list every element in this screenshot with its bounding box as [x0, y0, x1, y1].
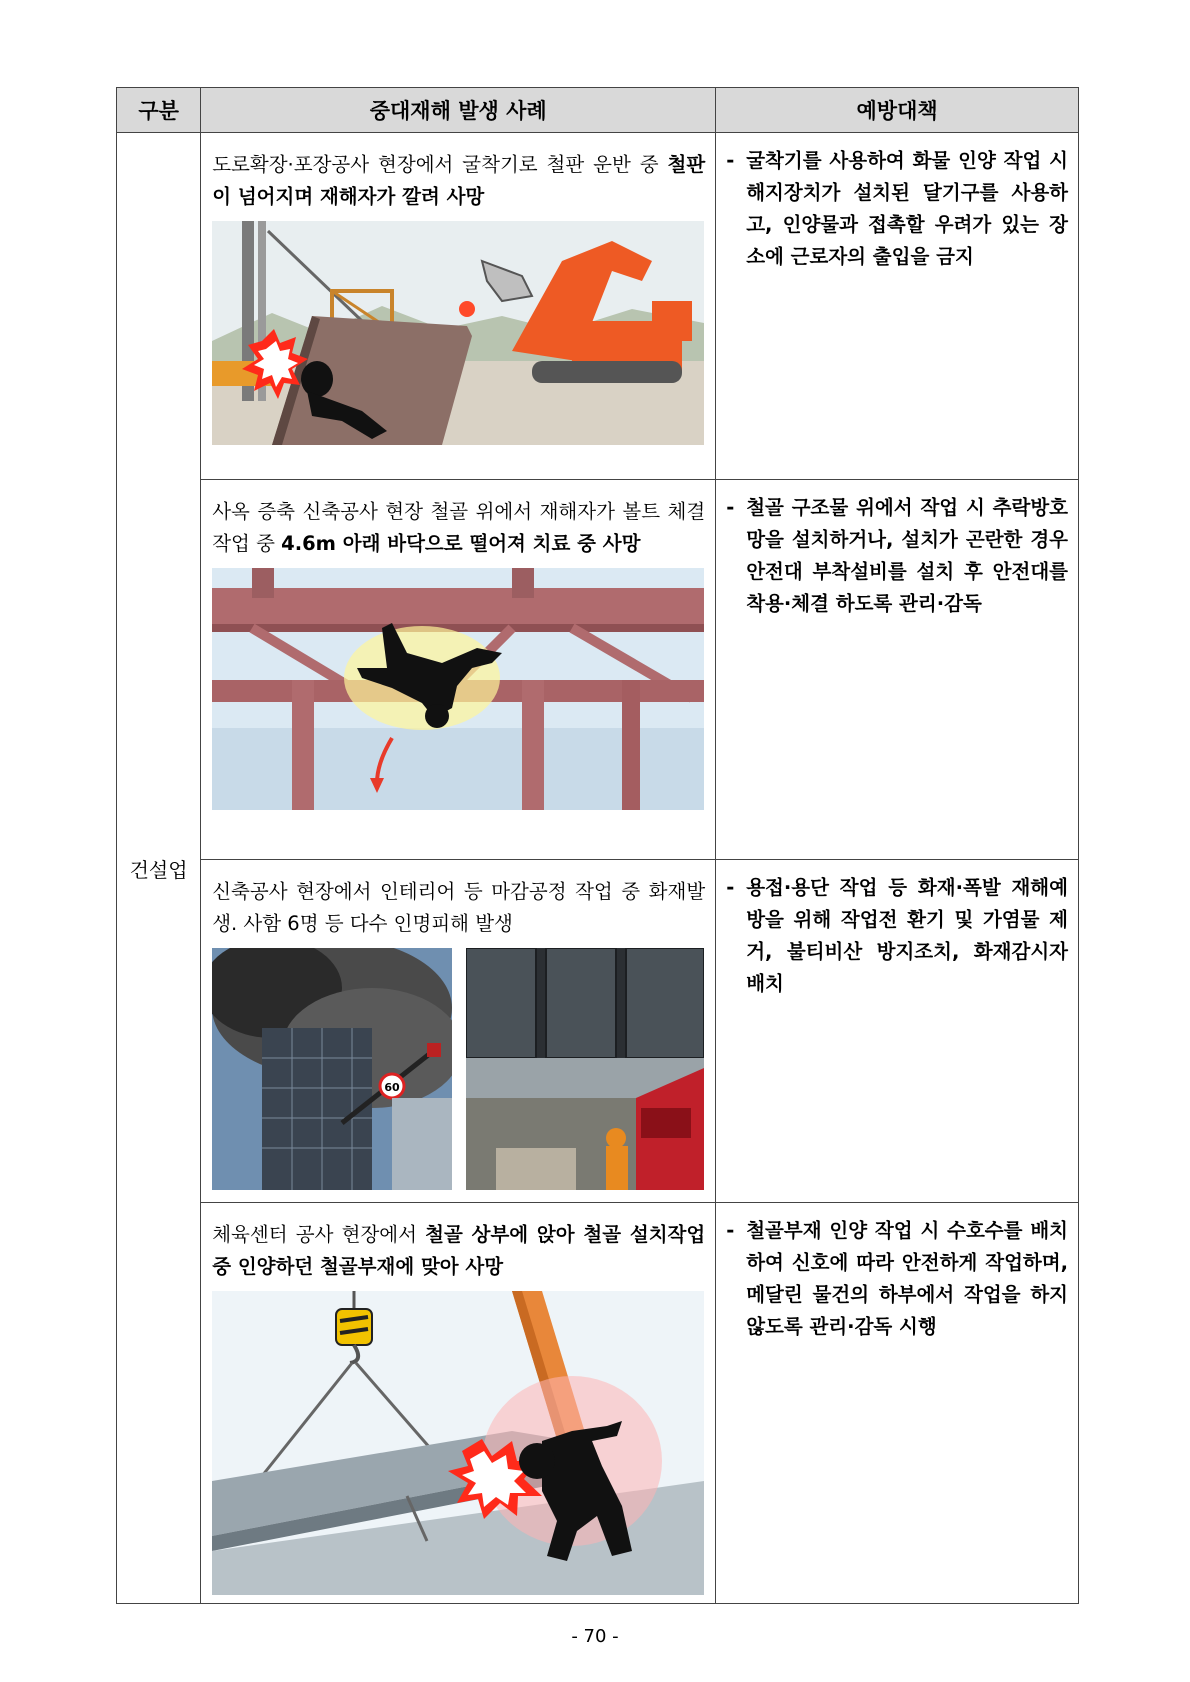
case-cell: [201, 133, 716, 480]
case-text-plain: 도로확장·포장공사 현장에서 굴착기로 철판 운반 중: [212, 153, 668, 176]
header-cases: 중대재해 발생 사례: [201, 88, 716, 133]
prevention-text: 철골부재 인양 작업 시 수호수를 배치하여 신호에 따라 안전하게 작업하며, 메달린 물건의 하부에서 작업을 하지 않도록 관리·감독 시행: [746, 1219, 1068, 1338]
case-description: [212, 149, 705, 213]
prevention-bullet: -: [726, 496, 735, 519]
case-description: [212, 496, 705, 560]
fire-photos: [212, 948, 704, 1190]
prevention-item: [726, 872, 1068, 1000]
case-description: [212, 1219, 705, 1283]
prevention-cell: [716, 480, 1079, 860]
page-number: - 70 -: [571, 1626, 619, 1647]
table-row: [117, 133, 1079, 480]
header-prevention: 예방대책: [716, 88, 1079, 133]
prevention-item: [726, 1215, 1068, 1343]
prevention-text: 굴착기를 사용하여 화물 인양 작업 시 해지장치가 설치된 달기구를 사용하고, 인양물과 접촉할 우려가 있는 장소에 근로자의 출입을 금지: [746, 149, 1068, 268]
table-row: [117, 1203, 1079, 1604]
prevention-cell: [716, 133, 1079, 480]
prevention-bullet: -: [726, 876, 735, 899]
steel-frame-fall-illustration: [212, 568, 704, 810]
case-text-plain: 사옥 증축 신축공사 현장 철골 위에서 재해자가 볼트 체결 작업 중: [212, 500, 706, 555]
case-text-bold: 4.6m 아래 바닥으로 떨어져 치료 중 사망: [281, 532, 641, 555]
case-cell: [201, 1203, 716, 1604]
case-text-bold: 철골 상부에 앉아 철골 설치작업 중 인양하던 철골부재에 맞아 사망: [212, 1223, 706, 1278]
prevention-bullet: -: [726, 1219, 735, 1242]
prevention-cell: [716, 860, 1079, 1203]
prevention-item: [726, 492, 1068, 620]
case-text-bold: 철판이 넘어지며 재해자가 깔려 사망: [212, 153, 706, 208]
table-row: [117, 480, 1079, 860]
burning-building-photo: [212, 948, 452, 1190]
prevention-text: 용접·용단 작업 등 화재·폭발 재해예방을 위해 작업전 환기 및 가염물 제거, 불티비산 방지조치, 화재감시자 배치: [746, 876, 1068, 995]
crane-beam-strike-illustration: [212, 1291, 704, 1595]
table-row: [117, 860, 1079, 1203]
case-description: [212, 876, 705, 940]
accident-cases-table: [116, 87, 1079, 1604]
prevention-bullet: -: [726, 149, 735, 172]
table-header-row: [117, 88, 1079, 133]
category-label: 건설업: [129, 857, 188, 882]
prevention-text: 철골 구조물 위에서 작업 시 추락방호망을 설치하거나, 설치가 곤란한 경우 안전대 부착설비를 설치 후 안전대를 착용·체결 하도록 관리·감독: [746, 496, 1068, 615]
excavator-steel-plate-illustration: [212, 221, 704, 445]
prevention-item: [726, 145, 1068, 273]
case-cell: [201, 860, 716, 1203]
case-cell: [201, 480, 716, 860]
prevention-cell: [716, 1203, 1079, 1604]
fire-scene-photo: [466, 948, 704, 1190]
header-category: 구분: [117, 88, 201, 133]
category-cell: [117, 133, 201, 1604]
case-text-plain: 체육센터 공사 현장에서: [212, 1223, 426, 1246]
speed-sign-label: 60: [384, 1081, 400, 1094]
case-text-plain: 신축공사 현장에서 인테리어 등 마감공정 작업 중 화재발생. 사함 6명 등 다수 인명피해 발생: [212, 880, 706, 935]
